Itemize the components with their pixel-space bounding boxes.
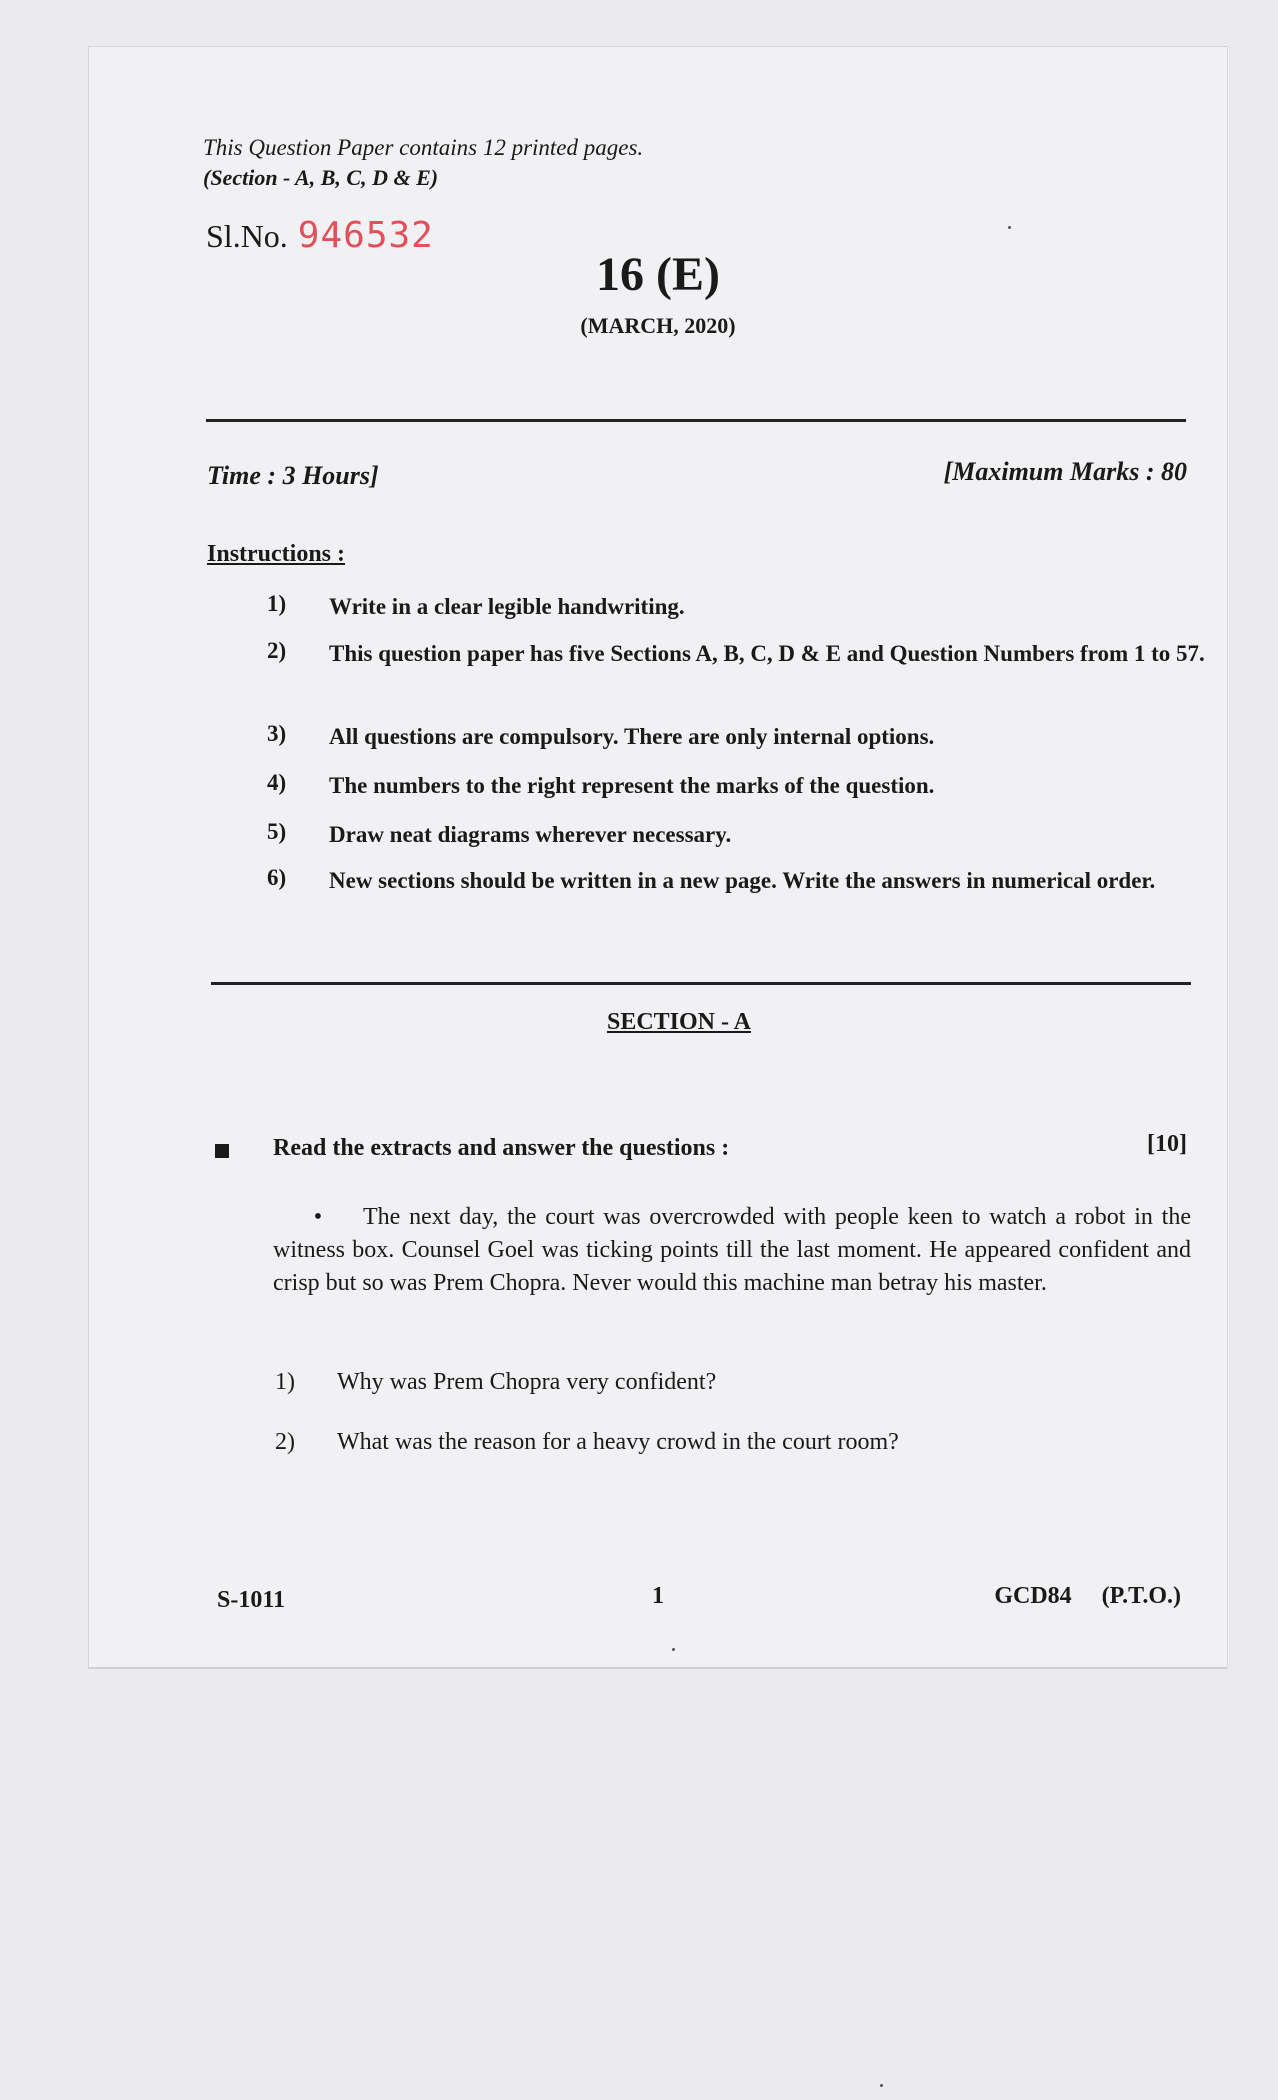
instruction-item — [267, 819, 1207, 851]
instruction-item — [267, 591, 1207, 623]
instruction-text: Write in a clear legible handwriting. — [329, 594, 685, 619]
instruction-number: 2) — [267, 638, 287, 663]
time-allowed: Time : 3 Hours] — [207, 461, 379, 490]
instruction-item — [267, 865, 1207, 897]
question-number: 2) — [275, 1429, 295, 1455]
scan-speck — [880, 2084, 883, 2087]
section-marks: [10] — [1147, 1131, 1187, 1157]
question-item — [275, 1369, 716, 1396]
instructions-heading: Instructions : — [207, 541, 346, 567]
extract-passage — [273, 1201, 1191, 1300]
question-number: 1) — [275, 1369, 295, 1395]
instruction-text: The numbers to the right represent the marks of the question. — [329, 773, 935, 798]
footer-code: S-1011 — [217, 1587, 286, 1613]
question-paper-page — [88, 46, 1228, 1669]
scan-speck — [1008, 226, 1011, 229]
section-title: SECTION - A — [606, 1009, 752, 1035]
scan-speck — [672, 1648, 675, 1651]
maximum-marks: [Maximum Marks : 80 — [943, 457, 1187, 486]
section-prompt: Read the extracts and answer the questions : — [273, 1135, 730, 1161]
passage-text: The next day, the court was overcrowded with people keen to watch a robot in the witness box. Counsel Goel was ticking points till the last moment. He appeared confident and crisp but so was Prem Chopra. Never would this machine man betray his master. — [273, 1204, 1191, 1296]
instruction-number: 6) — [267, 865, 287, 890]
serial-number-value: 946532 — [297, 215, 434, 256]
square-bullet-icon — [215, 1144, 229, 1158]
instruction-text: This question paper has five Sections A, B, C, D & E and Question Numbers from 1 to 57. — [329, 641, 1205, 666]
instruction-text: New sections should be written in a new page. Write the answers in numerical order. — [329, 868, 1156, 893]
instruction-item — [267, 638, 1207, 670]
instruction-text: Draw neat diagrams wherever necessary. — [329, 822, 732, 847]
instruction-item — [267, 770, 1207, 802]
sections-line: (Section - A, B, C, D & E) — [203, 165, 439, 190]
footer-right-code: GCD84 (P.T.O.) — [994, 1583, 1181, 1609]
instruction-text: All questions are compulsory. There are only internal options. — [329, 724, 935, 749]
instruction-number: 3) — [267, 721, 287, 746]
instruction-number: 1) — [267, 591, 287, 616]
instruction-number: 5) — [267, 819, 287, 844]
paper-code: 16 (E) — [596, 248, 720, 301]
instruction-number: 4) — [267, 770, 287, 795]
question-item — [275, 1429, 899, 1456]
section-divider — [211, 982, 1191, 985]
question-text: What was the reason for a heavy crowd in the court room? — [337, 1429, 899, 1455]
passage-bullet: • — [313, 1204, 323, 1230]
question-text: Why was Prem Chopra very confident? — [337, 1369, 717, 1395]
instruction-item — [267, 721, 1207, 753]
page-number: 1 — [652, 1583, 664, 1609]
pages-count-line: This Question Paper contains 12 printed pages. — [203, 135, 644, 160]
top-divider — [206, 419, 1186, 422]
exam-date: (MARCH, 2020) — [580, 313, 736, 338]
serial-number-label: Sl.No. — [206, 218, 288, 254]
